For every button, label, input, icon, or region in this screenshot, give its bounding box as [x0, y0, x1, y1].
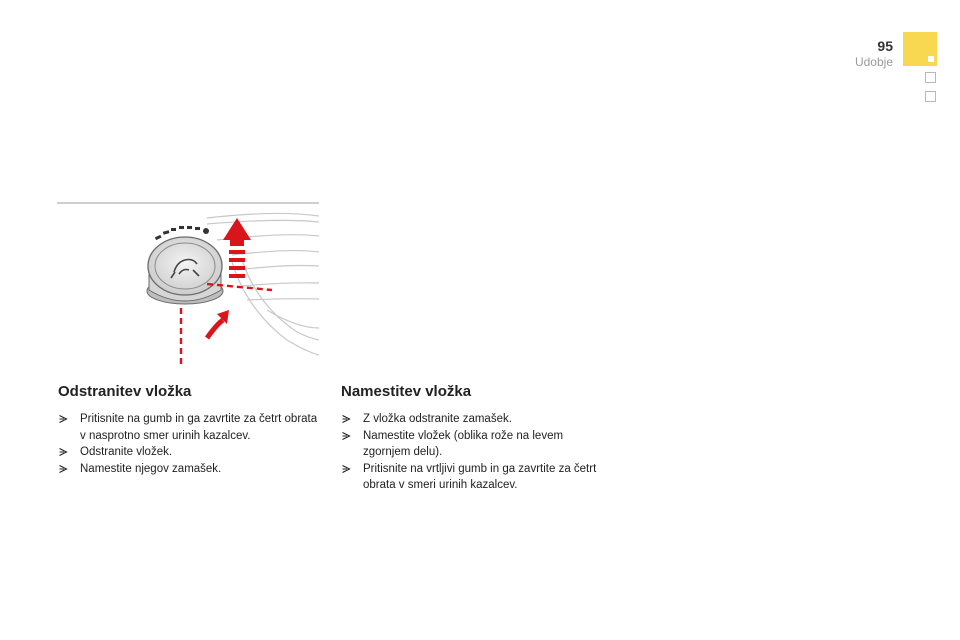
step-item [341, 411, 606, 428]
bullet-arrow-icon [59, 465, 68, 473]
bullet-arrow-icon [59, 415, 68, 423]
step-item [341, 428, 606, 461]
step-text: Namestite njegov zamašek. [80, 462, 222, 475]
step-text: Pritisnite na vrtljivi gumb in ga zavrtite za četrt obrata v smeri urinih kazalcev. [363, 462, 597, 491]
step-item [341, 461, 606, 494]
step-item [58, 411, 318, 444]
bullet-arrow-icon [342, 415, 351, 423]
step-text: Z vložka odstranite zamašek. [363, 413, 512, 425]
chapter-tab-marker [928, 56, 934, 62]
section-title: Udobje [854, 55, 893, 69]
step-text: Odstranite vložek. [80, 446, 173, 458]
chapter-tab-box[interactable] [925, 91, 936, 102]
bullet-arrow-icon [59, 448, 68, 456]
knob-top [148, 237, 222, 295]
step-text: Namestite vložek (oblika rože na levem zgornjem delu). [363, 429, 564, 458]
diffuser-illustration [57, 200, 319, 368]
dashboard-contours [207, 213, 319, 355]
install-refill-heading: Namestitev vložka [341, 383, 472, 400]
bullet-arrow-icon [342, 465, 351, 473]
remove-refill-section [58, 383, 318, 477]
step-item [58, 444, 318, 461]
page-number: 95 [877, 38, 893, 54]
remove-refill-steps [58, 411, 318, 477]
install-refill-section [341, 383, 606, 494]
step-text: Pritisnite na gumb in ga zavrtite za četrt obrata v nasprotno smer urinih kazalcev. [80, 413, 318, 442]
bullet-arrow-icon [342, 432, 351, 440]
diffuser-drawing [57, 200, 319, 368]
chapter-tab-active[interactable] [903, 32, 937, 66]
step-item [58, 461, 318, 478]
chapter-tab-box[interactable] [925, 72, 936, 83]
install-refill-steps [341, 411, 606, 494]
remove-refill-heading: Odstranitev vložka [58, 383, 192, 400]
rotate-arrow-icon [207, 310, 229, 338]
